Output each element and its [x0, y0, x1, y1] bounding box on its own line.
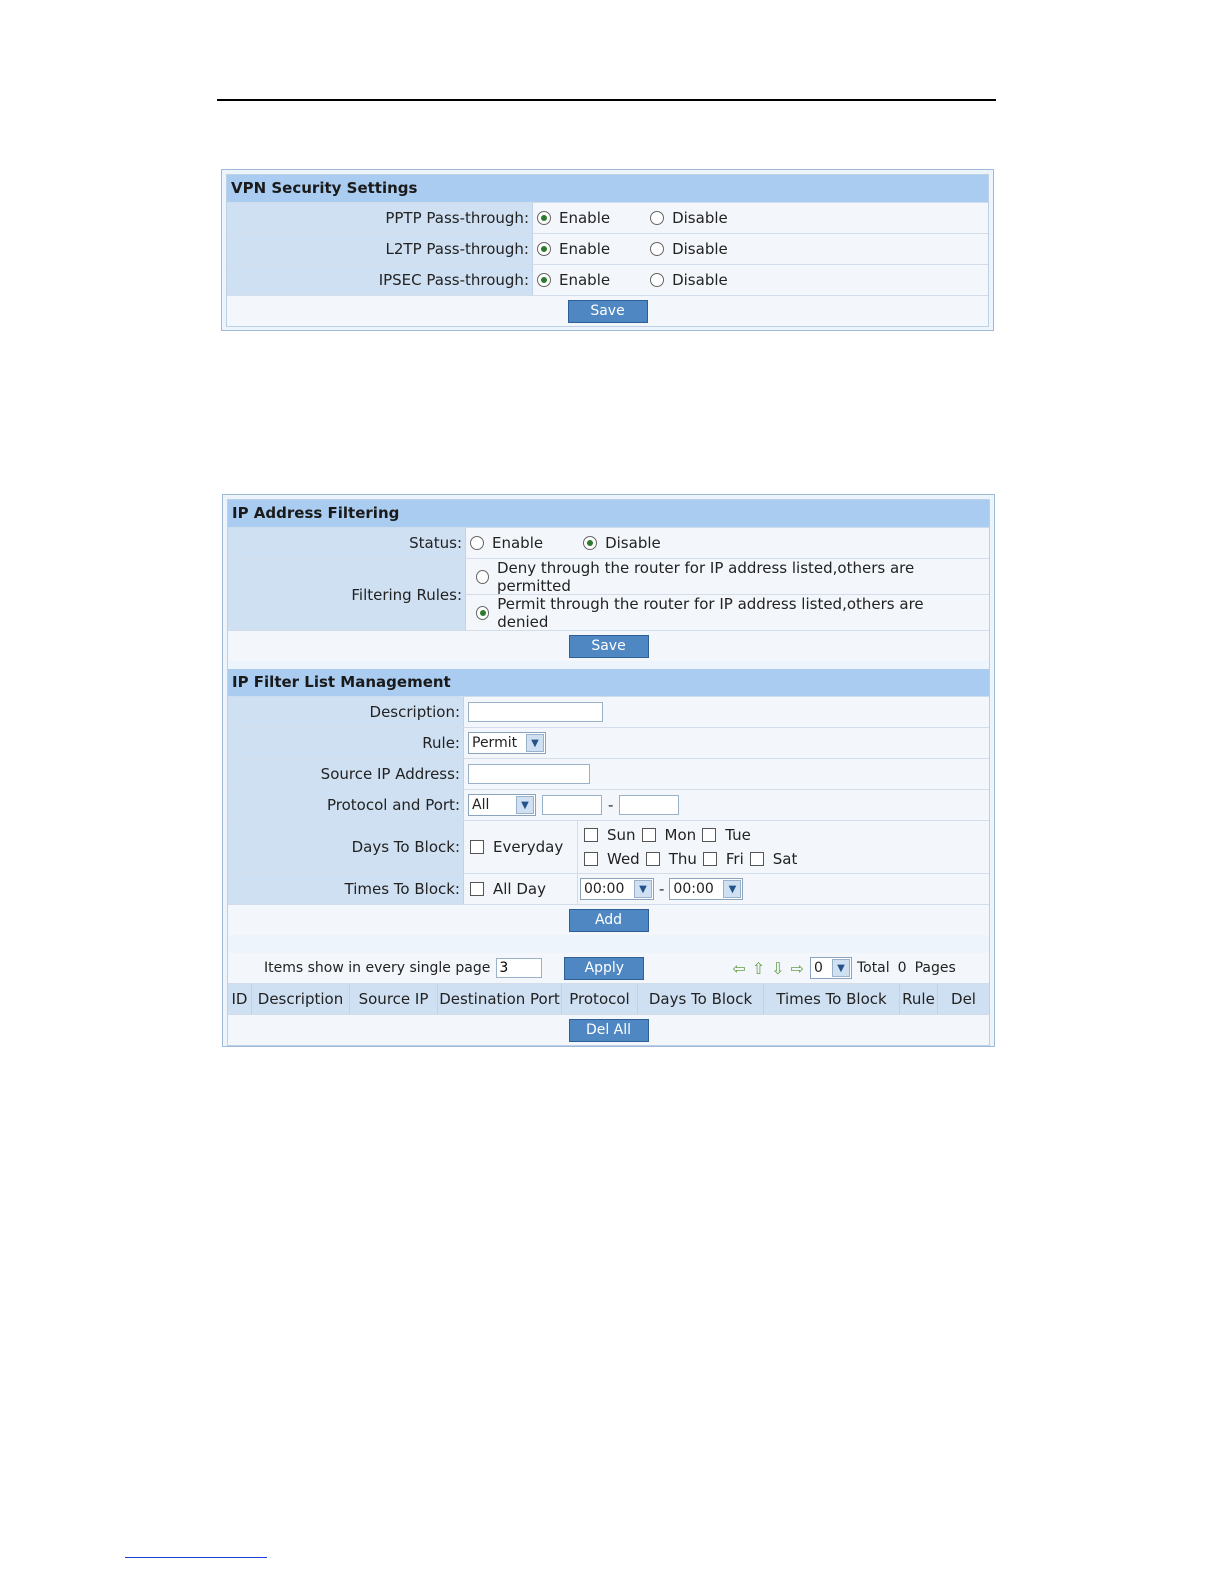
day-tue-checkbox[interactable]	[702, 828, 716, 842]
items-per-page-input[interactable]	[496, 958, 542, 978]
del-all-row	[228, 1015, 989, 1045]
times-block-row	[228, 874, 989, 905]
col-days-to-block: Days To Block	[638, 984, 764, 1014]
status-disable-radio[interactable]	[583, 534, 661, 552]
vpn-save-button[interactable]: Save	[568, 300, 648, 323]
section-spacer	[228, 661, 989, 669]
header-rule	[217, 99, 996, 101]
col-protocol: Protocol	[562, 984, 638, 1014]
day-sat-label: Sat	[772, 850, 798, 868]
rule-deny-radio[interactable]	[476, 559, 949, 595]
everyday-checkbox[interactable]	[470, 840, 484, 854]
col-rule: Rule	[900, 984, 938, 1014]
source-ip-input[interactable]	[468, 764, 590, 784]
rule-label: Rule:	[228, 728, 464, 758]
time-separator: -	[659, 880, 665, 898]
radio-empty-icon	[476, 570, 489, 584]
col-del: Del	[951, 990, 976, 1008]
day-thu-checkbox[interactable]	[646, 852, 660, 866]
time-start-select[interactable]	[580, 878, 654, 900]
col-source-ip: Source IP	[350, 984, 438, 1014]
add-row	[228, 905, 989, 935]
radio-empty-icon	[470, 536, 484, 550]
day-fri-label: Fri	[725, 850, 744, 868]
arrow-left-icon[interactable]: ⇦	[732, 958, 746, 978]
total-value: 0	[897, 960, 907, 976]
filtering-rules-row	[228, 559, 989, 631]
time-start-value: 00:00	[584, 881, 625, 897]
days-block-row	[228, 821, 989, 874]
col-times-to-block: Times To Block	[764, 984, 900, 1014]
del-all-button[interactable]: Del All	[569, 1019, 649, 1042]
protocol-port-label: Protocol and Port:	[228, 790, 464, 820]
status-enable-label: Enable	[492, 534, 544, 552]
pptp-enable-radio[interactable]	[537, 209, 610, 227]
l2tp-disable-radio[interactable]	[650, 240, 728, 258]
source-ip-label: Source IP Address:	[228, 759, 464, 789]
port-separator: -	[608, 796, 614, 814]
pptp-disable-label: Disable	[672, 209, 728, 227]
ip-filter-save-row	[228, 631, 989, 661]
time-end-value: 00:00	[673, 881, 714, 897]
filter-list-header	[228, 984, 989, 1015]
days-block-label: Days To Block:	[228, 821, 464, 873]
protocol-select-value: All	[472, 797, 490, 813]
add-button[interactable]: Add	[569, 909, 649, 932]
items-per-page-label: Items show in every single page	[264, 960, 491, 976]
list-spacer	[228, 935, 989, 953]
vpn-save-row	[227, 296, 988, 326]
radio-empty-icon	[650, 211, 664, 225]
status-disable-label: Disable	[605, 534, 661, 552]
day-wed-checkbox[interactable]	[584, 852, 598, 866]
chevron-down-icon: ▼	[516, 796, 534, 814]
description-row	[228, 697, 989, 728]
rule-permit-radio[interactable]	[476, 595, 949, 631]
times-block-label: Times To Block:	[228, 874, 464, 904]
rule-select-value: Permit	[472, 735, 518, 751]
col-id: ID	[228, 984, 252, 1014]
vpn-section-title: VPN Security Settings	[227, 175, 988, 203]
radio-selected-icon	[537, 273, 551, 287]
day-tue-label: Tue	[725, 826, 751, 844]
ipsec-label: IPSEC Pass-through:	[227, 265, 533, 295]
description-label: Description:	[228, 697, 464, 727]
vpn-security-panel	[221, 169, 994, 331]
pagination-row	[228, 953, 989, 984]
day-thu-label: Thu	[668, 850, 697, 868]
ipsec-enable-radio[interactable]	[537, 271, 610, 289]
ip-filter-section-title: IP Address Filtering	[228, 500, 989, 528]
l2tp-label: L2TP Pass-through:	[227, 234, 533, 264]
chevron-down-icon: ▼	[634, 880, 652, 898]
arrow-down-icon[interactable]: ⇩	[771, 958, 785, 978]
source-ip-row	[228, 759, 989, 790]
day-mon-checkbox[interactable]	[642, 828, 656, 842]
page-select[interactable]	[810, 957, 852, 979]
allday-checkbox[interactable]	[470, 882, 484, 896]
status-row	[228, 528, 989, 559]
ip-filter-save-button[interactable]: Save	[569, 635, 649, 658]
status-label: Status:	[228, 528, 466, 558]
protocol-select[interactable]	[468, 794, 536, 816]
arrow-right-icon[interactable]: ⇨	[790, 958, 804, 978]
ipsec-disable-label: Disable	[672, 271, 728, 289]
day-mon-label: Mon	[664, 826, 697, 844]
col-destination-port: Destination Port	[438, 984, 562, 1014]
chevron-down-icon: ▼	[526, 734, 544, 752]
status-enable-radio[interactable]	[470, 534, 543, 552]
day-sun-checkbox[interactable]	[584, 828, 598, 842]
apply-button[interactable]: Apply	[564, 957, 644, 980]
description-input[interactable]	[468, 702, 603, 722]
time-end-select[interactable]	[669, 878, 743, 900]
chevron-down-icon: ▼	[723, 880, 741, 898]
ipsec-disable-radio[interactable]	[650, 271, 728, 289]
arrow-up-icon[interactable]: ⇧	[751, 958, 766, 978]
radio-empty-icon	[650, 242, 664, 256]
footer-rule	[125, 1557, 267, 1558]
col-description: Description	[252, 984, 350, 1014]
allday-label: All Day	[493, 880, 546, 898]
rule-permit-label: Permit through the router for IP address listed,others are denied	[497, 594, 924, 631]
port-start-input[interactable]	[542, 795, 602, 815]
filtering-rules-label: Filtering Rules:	[228, 559, 466, 630]
day-sun-label: Sun	[607, 826, 636, 844]
l2tp-enable-label: Enable	[559, 240, 611, 258]
ip-filter-panel	[222, 494, 995, 1047]
rule-row	[228, 728, 989, 759]
total-label: Total	[856, 960, 890, 976]
radio-selected-icon	[476, 606, 489, 620]
pptp-disable-radio[interactable]	[650, 209, 728, 227]
pptp-label: PPTP Pass-through:	[227, 203, 533, 233]
ipsec-enable-label: Enable	[559, 271, 611, 289]
l2tp-enable-radio[interactable]	[537, 240, 610, 258]
rule-deny-label: Deny through the router for IP address listed,others are permitted	[496, 558, 915, 595]
radio-selected-icon	[583, 536, 597, 550]
filter-list-section-title: IP Filter List Management	[228, 669, 989, 697]
l2tp-disable-label: Disable	[672, 240, 728, 258]
chevron-down-icon: ▼	[832, 959, 850, 977]
vpn-row-pptp	[227, 203, 988, 234]
everyday-label: Everyday	[493, 838, 564, 856]
rule-select[interactable]	[468, 732, 546, 754]
radio-selected-icon	[537, 242, 551, 256]
day-wed-label: Wed	[607, 850, 640, 868]
radio-selected-icon	[537, 211, 551, 225]
vpn-row-l2tp	[227, 234, 988, 265]
pages-label: Pages	[914, 960, 956, 976]
pptp-enable-label: Enable	[559, 209, 611, 227]
protocol-port-row	[228, 790, 989, 821]
vpn-row-ipsec	[227, 265, 988, 296]
radio-empty-icon	[650, 273, 664, 287]
day-fri-checkbox[interactable]	[703, 852, 717, 866]
day-sat-checkbox[interactable]	[750, 852, 764, 866]
page-select-value: 0	[813, 960, 823, 976]
port-end-input[interactable]	[619, 795, 679, 815]
